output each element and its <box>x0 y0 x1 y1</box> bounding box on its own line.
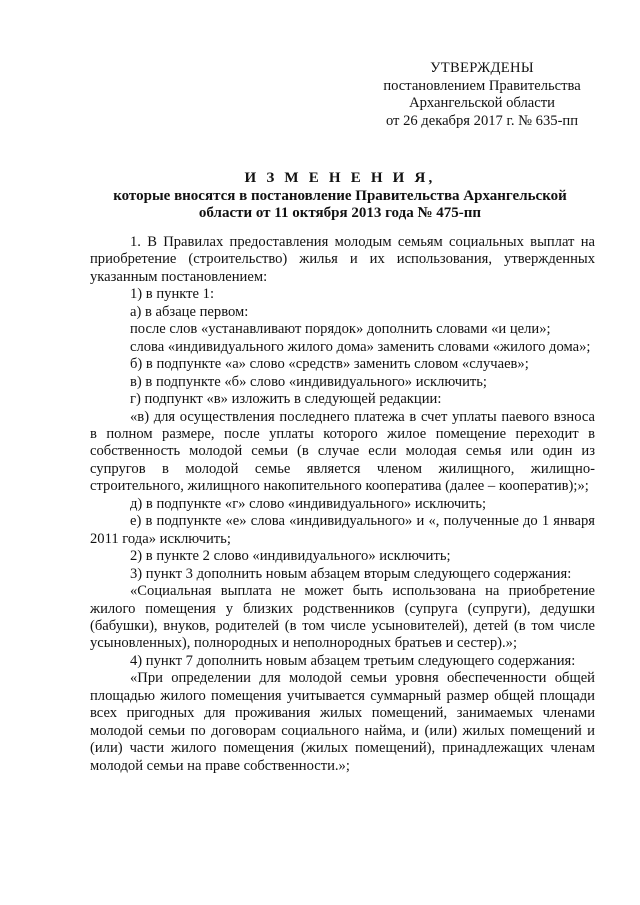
document-body <box>90 234 595 775</box>
paragraph: 1. В Правилах предоставления молодым семьям социальных выплат на приобретение (строительство) жилья и их использования, утвержденных указанным постановлением: <box>90 234 595 285</box>
approval-line: Архангельской области <box>409 95 555 111</box>
approval-line: постановлением Правительства <box>383 77 581 94</box>
document-heading <box>95 170 585 223</box>
paragraph: «Социальная выплата не может быть использована на приобретение жилого помещения у близких родственников (супруга (супруги), дедушки (бабушки), внуков, родителей (в том числе усыновителей), детей (в том числе усыновленных), полнородных и неполнородных братьев и сестер).»; <box>90 583 595 652</box>
paragraph: 3) пункт 3 дополнить новым абзацем вторым следующего содержания: <box>130 565 572 582</box>
paragraph: в) в подпункте «б» слово «индивидуального» исключить; <box>130 373 487 390</box>
paragraph: 1) в пункте 1: <box>130 286 215 303</box>
approval-title: УТВЕРЖДЕНЫ <box>430 60 534 76</box>
paragraph: слова «индивидуального жилого дома» заменить словами «жилого дома»; <box>130 338 591 355</box>
approval-stamp <box>372 60 592 130</box>
paragraph: б) в подпункте «а» слово «средств» заменить словом «случаев»; <box>130 356 529 373</box>
paragraph: г) подпункт «в» изложить в следующей редакции: <box>130 391 442 408</box>
heading-subtitle: которые вносятся в постановление Правительства Архангельской <box>113 187 567 204</box>
heading-title: И З М Е Н Е Н И Я, <box>244 170 436 186</box>
paragraph: е) в подпункте «е» слова «индивидуального» и «, полученные до 1 января 2011 года» исключить; <box>90 513 595 547</box>
approval-line: от 26 декабря 2017 г. № 635-пп <box>385 112 579 129</box>
paragraph: а) в абзаце первом: <box>130 303 249 320</box>
paragraph: д) в подпункте «г» слово «индивидуального» исключить; <box>130 495 487 512</box>
paragraph: после слов «устанавливают порядок» дополнить словами «и цели»; <box>130 321 551 338</box>
paragraph: «в) для осуществления последнего платежа в счет уплаты паевого взноса в полном размере, после уплаты которого жилое помещение переходит в собственность молодой семьи (в случае если молодая семья или один из супругов в молодой семье является членом жилищного, жилищно-строительного, жилищного накопительного кооператива (далее – кооператив);»; <box>90 408 595 495</box>
paragraph: «При определении для молодой семьи уровня обеспеченности общей площадью жилого помещения учитывается суммарный размер общей площади всех пригодных для проживания жилых помещений, занимаемых членами молодой семьи по договорам социального найма, и (или) жилых помещений и (или) части жилого помещения (жилых помещений), принадлежащих членам молодой семьи на праве собственности.»; <box>90 670 595 774</box>
paragraph: 4) пункт 7 дополнить новым абзацем третьим следующего содержания: <box>130 652 576 669</box>
paragraph: 2) в пункте 2 слово «индивидуального» исключить; <box>130 548 451 565</box>
heading-subtitle: области от 11 октября 2013 года № 475-пп <box>198 205 482 221</box>
